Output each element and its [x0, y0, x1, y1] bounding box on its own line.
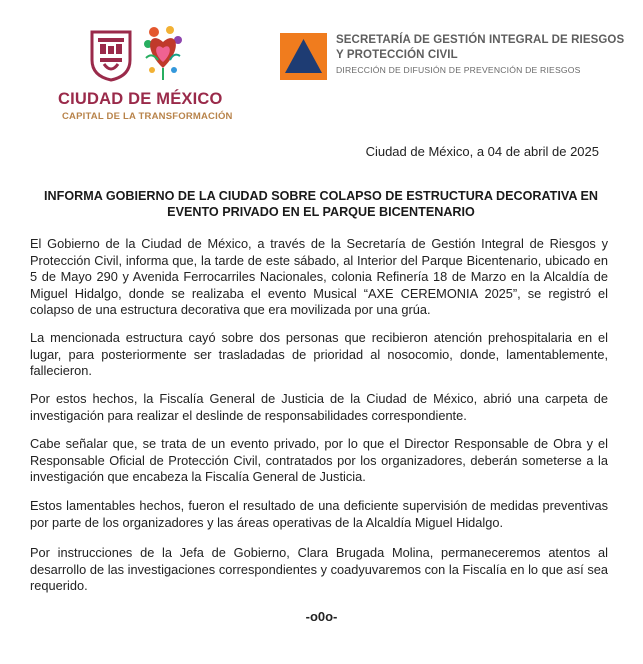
sgirpc-direction: DIRECCIÓN DE DIFUSIÓN DE PREVENCIÓN DE RIESGOS	[336, 65, 581, 75]
cdmx-logo	[58, 22, 233, 132]
cdmx-title: CIUDAD DE MÉXICO	[58, 90, 223, 108]
dateline: Ciudad de México, a 04 de abril de 2025	[365, 144, 599, 159]
sgirpc-name-line-2: Y PROTECCIÓN CIVIL	[336, 49, 458, 61]
paragraph-2: La mencionada estructura cayó sobre dos personas que recibieron atención prehospitalaria en el lugar, para posteriormente ser trasladadas de prioridad al nosocomio, donde, lamentablemente, fallecieron.	[30, 330, 608, 379]
sgirpc-logo	[280, 33, 625, 83]
heart-flower-emblem-icon	[140, 22, 186, 82]
paragraph-1: El Gobierno de la Ciudad de México, a través de la Secretaría de Gestión Integral de Riesgos y Protección Civil, informa que, la tarde de este sábado, al Interior del Parque Bicentenario, ubicado en 5 de Mayo 290 y Avenida Ferrocarriles Nacionales, colonia Refinería 18 de Marzo en la Alcaldía de Miguel Hidalgo, donde se realizaba el evento Musical “AXE CEREMONIA 2025”, se registró el colapso de una estructura decorativa que era movilizada por una grúa.	[30, 236, 608, 318]
paragraph-6: Por instrucciones de la Jefa de Gobierno, Clara Brugada Molina, permaneceremos atentos al desarrollo de las investigaciones correspondientes y coadyuvaremos con la Fiscalía en lo que así sea requerido.	[30, 545, 608, 594]
press-release-headline: INFORMA GOBIERNO DE LA CIUDAD SOBRE COLAPSO DE ESTRUCTURA DECORATIVA EN EVENTO PRIVADO EN EL PARQUE BICENTENARIO	[44, 189, 598, 219]
closing-mark: -o0o-	[305, 609, 338, 624]
paragraph-3: Por estos hechos, la Fiscalía General de Justicia de la Ciudad de México, abrió una carpeta de investigación para realizar el deslinde de responsabilidades correspondiente.	[30, 391, 608, 423]
sgirpc-name-line-1: SECRETARÍA DE GESTIÓN INTEGRAL DE RIESGOS	[336, 34, 625, 46]
civil-protection-icon	[280, 33, 327, 80]
cdmx-shield-icon	[90, 30, 132, 82]
cdmx-subtitle: CAPITAL DE LA TRANSFORMACIÓN	[62, 111, 233, 122]
paragraph-4: Cabe señalar que, se trata de un evento privado, por lo que el Director Responsable de Obra y el Responsable Oficial de Protección Civil, contratados por los organizadores, deberán someterse a la investigación que encabeza la Fiscalía General de Justicia.	[30, 436, 608, 485]
paragraph-5: Estos lamentables hechos, fueron el resultado de una deficiente supervisión de medidas preventivas por parte de los organizadores y las áreas operativas de la Alcaldía Miguel Hidalgo.	[30, 498, 608, 530]
